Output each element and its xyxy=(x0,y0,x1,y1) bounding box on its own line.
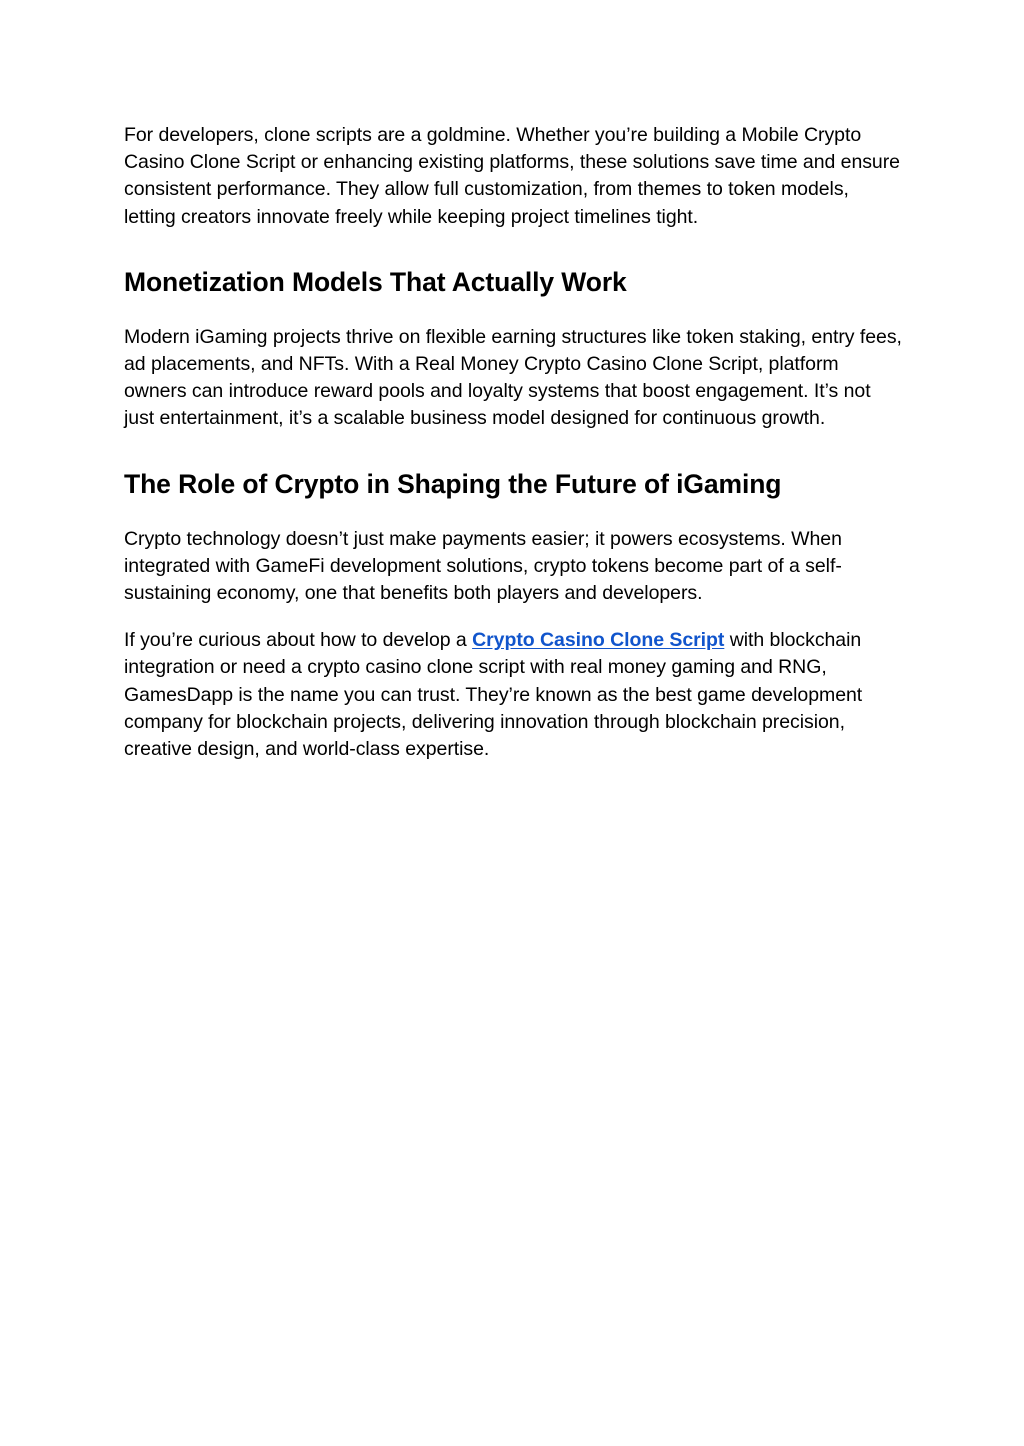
paragraph-text-after-link: with blockchain integration or need a crypto casino clone script with real money gaming and RNG, GamesDapp is the name you can trust. They’re known as the best game development company for blockchain projects, delivering innovation through blockchain precision, creative design, and world-class expertise. xyxy=(124,629,863,761)
heading-role-of-crypto: The Role of Crypto in Shaping the Future of iGaming xyxy=(124,468,782,499)
paragraph-developers: For developers, clone scripts are a goldmine. Whether you’re building a Mobile Crypto Casino Clone Script or enhancing existing platforms, these solutions save time and ensure consistent performance. They allow full customization, from themes to token models, letting creators innovate freely while keeping project timelines tight. xyxy=(124,124,900,228)
heading-monetization-models: Monetization Models That Actually Work xyxy=(124,266,627,297)
crypto-casino-clone-script-link[interactable]: Crypto Casino Clone Script xyxy=(472,629,725,652)
paragraph-text-before-link: If you’re curious about how to develop a xyxy=(124,629,473,652)
paragraph-monetization: Modern iGaming projects thrive on flexible earning structures like token staking, entry fees, ad placements, and NFTs. With a Real Money Crypto Casino Clone Script, platform owners can introduce reward pools and loyalty systems that boost engagement. It’s not just entertainment, it’s a scalable business model designed for continuous growth. xyxy=(124,325,902,430)
paragraph-curious-develop xyxy=(124,627,904,763)
paragraph-crypto-technology: Crypto technology doesn’t just make payments easier; it powers ecosystems. When integrated with GameFi development solutions, crypto tokens become part of a self-sustaining economy, one that benefits both players and developers. xyxy=(124,527,842,605)
